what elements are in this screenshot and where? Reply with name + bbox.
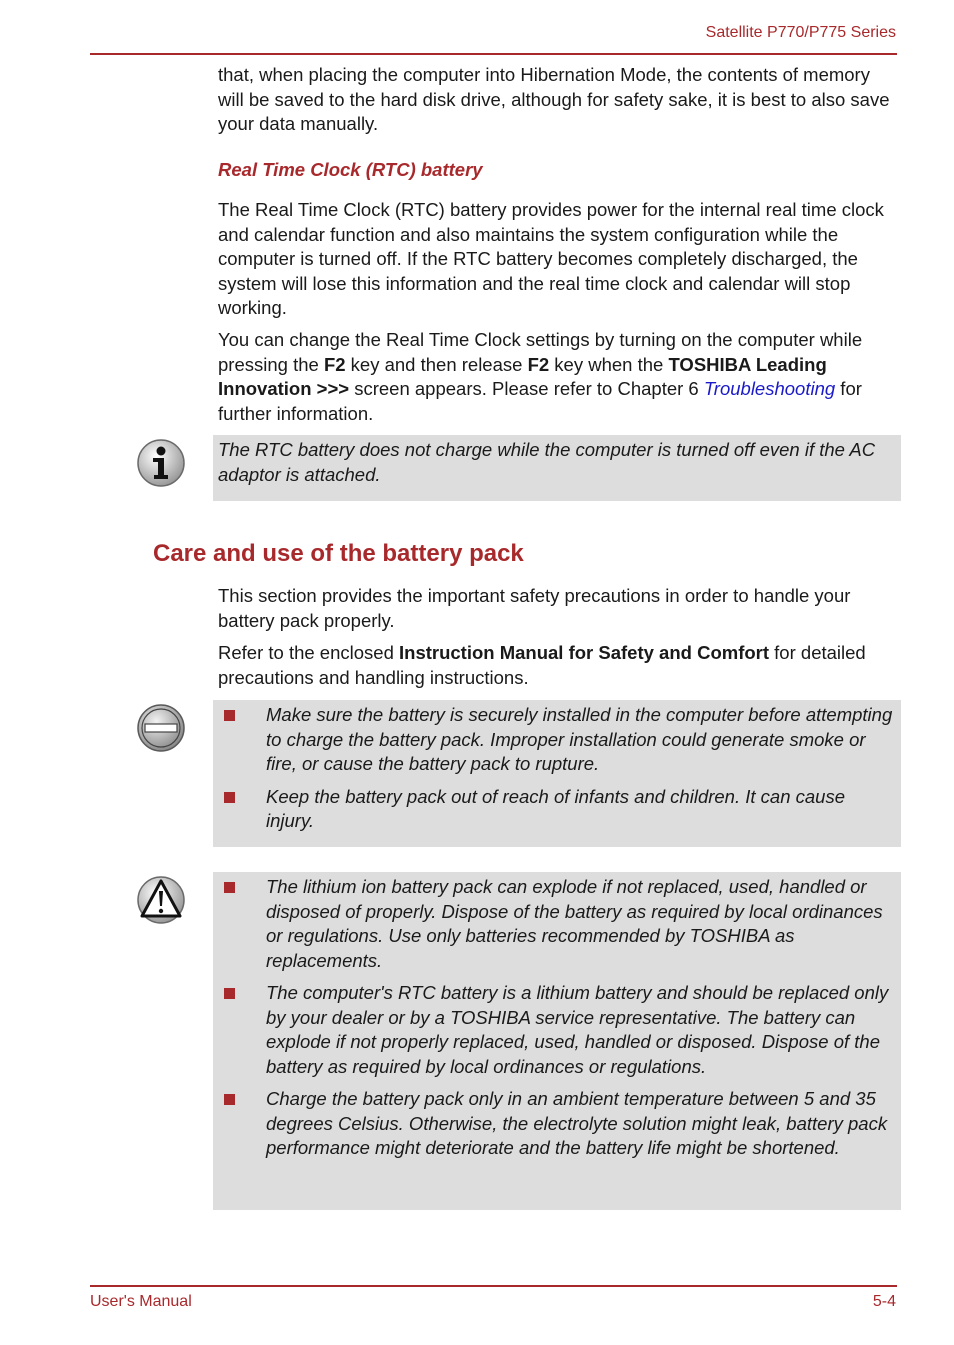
page-header-title: Satellite P770/P775 Series xyxy=(705,24,896,41)
bullet-square xyxy=(224,882,235,893)
care-section-heading: Care and use of the battery pack xyxy=(153,540,524,567)
bullet-square xyxy=(224,792,235,803)
footer-manual-title: User's Manual xyxy=(90,1293,192,1310)
header-rule xyxy=(90,53,897,55)
care-paragraph-2: Refer to the enclosed Instruction Manual for Safety and Comfort for detailed precautions and handling instructions. xyxy=(218,642,866,688)
list-item: Make sure the battery is securely installed in the computer before attempting to charge the battery pack. Improper installation could generate smoke or fire, or cause the battery pack to rupture. xyxy=(218,703,895,777)
rtc-paragraph-1: The Real Time Clock (RTC) battery provides power for the internal real time clock and calendar function and also maintains the system configuration while the computer is turned off. If the RTC battery becomes completely discharged, the system will lose this information and the real time clock and calendar will stop working. xyxy=(218,199,884,318)
bullet-square xyxy=(224,1094,235,1105)
warning-list xyxy=(218,875,895,1161)
info-note-text: The RTC battery does not charge while the computer is turned off even if the AC adaptor is attached. xyxy=(218,439,876,485)
prohibited-note-box xyxy=(213,700,901,847)
prohibited-list xyxy=(218,703,895,834)
troubleshooting-link[interactable]: Troubleshooting xyxy=(703,378,836,399)
info-note-box xyxy=(213,435,901,501)
rtc-paragraph-2: You can change the Real Time Clock settings by turning on the computer while pressing the F2 key and then release F2 key when the TOSHIBA Leading Innovation >>> screen appears. Please refer to Chapter 6 Troubleshooting for further information. xyxy=(218,329,863,424)
info-icon xyxy=(136,438,186,488)
warning-icon xyxy=(136,875,186,925)
care-paragraph-1: This section provides the important safety precautions in order to handle your battery pack properly. xyxy=(218,585,851,631)
list-item: The computer's RTC battery is a lithium battery and should be replaced only by your dealer or by a TOSHIBA service representative. The battery can explode if not properly replaced, used, handled or disposed. Dispose of the battery as required by local ordinances or regulations. xyxy=(218,981,895,1079)
list-item: The lithium ion battery pack can explode if not replaced, used, handled or disposed of properly. Dispose of the battery as required by local ordinances or regulations. Use only batteries recommended by TOSHIBA as replacements. xyxy=(218,875,895,973)
list-item: Keep the battery pack out of reach of infants and children. It can cause injury. xyxy=(218,785,895,834)
intro-paragraph: that, when placing the computer into Hibernation Mode, the contents of memory will be saved to the hard disk drive, although for safety sake, it is best to also save your data manually. xyxy=(218,64,890,134)
footer-page-number: 5-4 xyxy=(872,1293,896,1310)
footer-rule xyxy=(90,1285,897,1287)
list-item: Charge the battery pack only in an ambient temperature between 5 and 35 degrees Celsius. Otherwise, the electrolyte solution might leak, battery pack performance might deteriorate and the battery life might be shortened. xyxy=(218,1087,895,1161)
rtc-heading: Real Time Clock (RTC) battery xyxy=(218,159,483,180)
prohibited-icon xyxy=(136,703,186,753)
warning-note-box xyxy=(213,872,901,1210)
bullet-square xyxy=(224,710,235,721)
bullet-square xyxy=(224,988,235,999)
